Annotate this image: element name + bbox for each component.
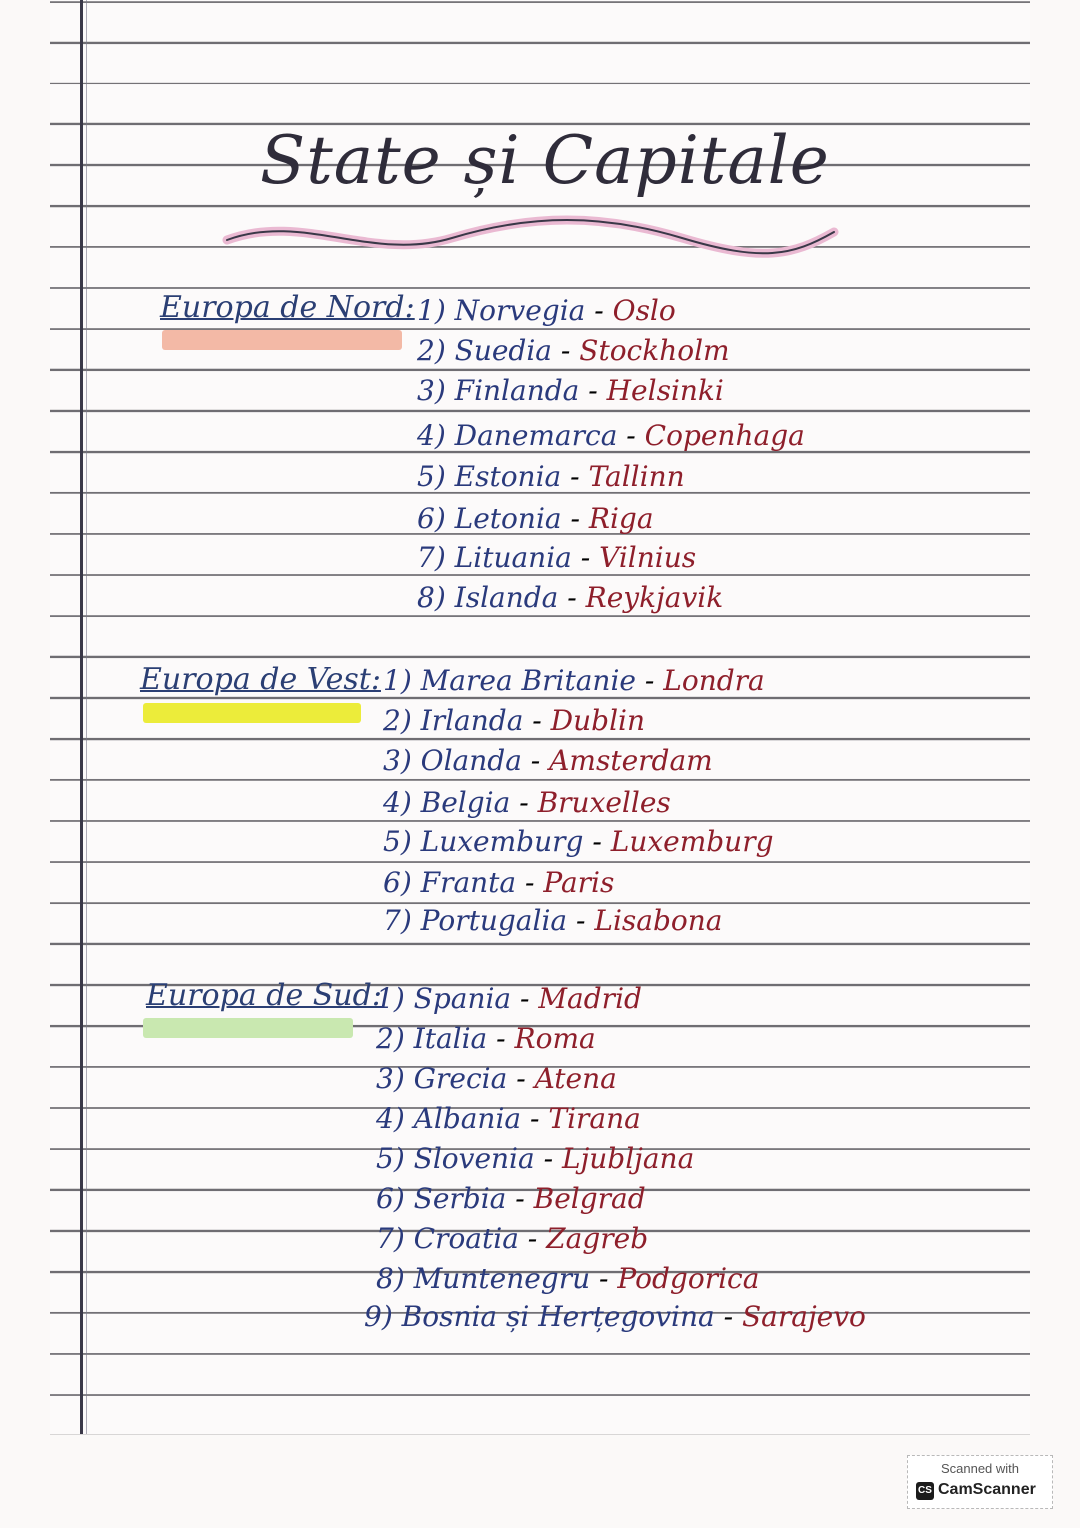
country-name: 7) Portugalia (383, 904, 568, 937)
capital-name: Madrid (538, 982, 642, 1015)
country-name: 3) Finlanda (417, 374, 580, 407)
capital-name: Tirana (548, 1102, 641, 1135)
country-name: 6) Serbia (376, 1182, 507, 1215)
capital-name: Londra (663, 664, 765, 697)
country-name: 5) Luxemburg (383, 825, 584, 858)
list-item: 2) Suedia - Stockholm (417, 334, 730, 367)
page-title: State și Capitale (260, 122, 830, 199)
region-title: Europa de Sud: (146, 978, 382, 1013)
list-item: 6) Franta - Paris (383, 866, 615, 899)
capital-name: Luxemburg (610, 825, 774, 858)
margin-line-shadow (86, 0, 87, 1434)
list-item: 2) Italia - Roma (376, 1022, 596, 1055)
capital-name: Copenhaga (644, 419, 805, 452)
scanner-caption: Scanned with (940, 1461, 1020, 1476)
capital-name: Zagreb (546, 1222, 649, 1255)
country-name: 4) Danemarca (417, 419, 618, 452)
camscanner-logo-icon: CS (916, 1482, 934, 1500)
capital-name: Roma (514, 1022, 596, 1055)
list-item: 2) Irlanda - Dublin (383, 704, 646, 737)
capital-name: Tallinn (588, 460, 685, 493)
list-item: 9) Bosnia și Herțegovina - Sarajevo (364, 1300, 866, 1333)
capital-name: Atena (534, 1062, 617, 1095)
highlight-nord (162, 330, 402, 350)
capital-name: Paris (543, 866, 615, 899)
highlight-vest (143, 703, 361, 723)
country-name: 7) Lituania (417, 541, 572, 574)
region-title: Europa de Nord: (160, 290, 415, 325)
country-name: 4) Belgia (383, 786, 511, 819)
capital-name: Stockholm (579, 334, 730, 367)
capital-name: Bruxelles (537, 786, 671, 819)
country-name: 7) Croatia (376, 1222, 519, 1255)
list-item: 4) Belgia - Bruxelles (383, 786, 671, 819)
list-item: 1) Marea Britanie - Londra (383, 664, 765, 697)
title-underline-wave (222, 212, 842, 262)
country-name: 6) Franta (383, 866, 517, 899)
list-item: 5) Slovenia - Ljubljana (376, 1142, 695, 1175)
country-name: 9) Bosnia și Herțegovina (364, 1300, 715, 1333)
country-name: 1) Spania (376, 982, 512, 1015)
list-item: 7) Croatia - Zagreb (376, 1222, 649, 1255)
list-item: 3) Olanda - Amsterdam (383, 744, 713, 777)
capital-name: Belgrad (533, 1182, 646, 1215)
capital-name: Ljubljana (561, 1142, 695, 1175)
list-item: 8) Islanda - Reykjavik (417, 581, 724, 614)
country-name: 2) Italia (376, 1022, 488, 1055)
list-item: 3) Finlanda - Helsinki (417, 374, 724, 407)
camscanner-badge (907, 1455, 1053, 1509)
capital-name: Dublin (550, 704, 646, 737)
list-item: 7) Portugalia - Lisabona (383, 904, 723, 937)
list-item: 5) Luxemburg - Luxemburg (383, 825, 774, 858)
capital-name: Sarajevo (742, 1300, 866, 1333)
country-name: 4) Albania (376, 1102, 522, 1135)
country-name: 2) Suedia (417, 334, 552, 367)
list-item: 8) Muntenegru - Podgorica (376, 1262, 760, 1295)
capital-name: Riga (588, 502, 654, 535)
capital-name: Podgorica (617, 1262, 760, 1295)
country-name: 5) Estonia (417, 460, 562, 493)
list-item: 5) Estonia - Tallinn (417, 460, 685, 493)
capital-name: Lisabona (594, 904, 723, 937)
region-title: Europa de Vest: (140, 662, 381, 697)
list-item: 4) Danemarca - Copenhaga (417, 419, 805, 452)
capital-name: Oslo (612, 294, 676, 327)
country-name: 1) Norvegia (417, 294, 586, 327)
highlight-sud (143, 1018, 353, 1038)
country-name: 3) Grecia (376, 1062, 508, 1095)
capital-name: Reykjavik (585, 581, 724, 614)
list-item: 6) Letonia - Riga (417, 502, 654, 535)
country-name: 5) Slovenia (376, 1142, 535, 1175)
list-item: 3) Grecia - Atena (376, 1062, 617, 1095)
country-name: 8) Islanda (417, 581, 559, 614)
list-item: 1) Spania - Madrid (376, 982, 642, 1015)
country-name: 2) Irlanda (383, 704, 524, 737)
country-name: 6) Letonia (417, 502, 562, 535)
list-item: 4) Albania - Tirana (376, 1102, 641, 1135)
country-name: 3) Olanda (383, 744, 522, 777)
scanner-name: CamScanner (938, 1481, 1036, 1498)
capital-name: Vilnius (599, 541, 697, 574)
capital-name: Helsinki (606, 374, 724, 407)
list-item: 7) Lituania - Vilnius (417, 541, 697, 574)
list-item: 6) Serbia - Belgrad (376, 1182, 646, 1215)
list-item: 1) Norvegia - Oslo (417, 294, 676, 327)
country-name: 8) Muntenegru (376, 1262, 591, 1295)
country-name: 1) Marea Britanie (383, 664, 636, 697)
capital-name: Amsterdam (549, 744, 713, 777)
margin-line (80, 0, 83, 1434)
